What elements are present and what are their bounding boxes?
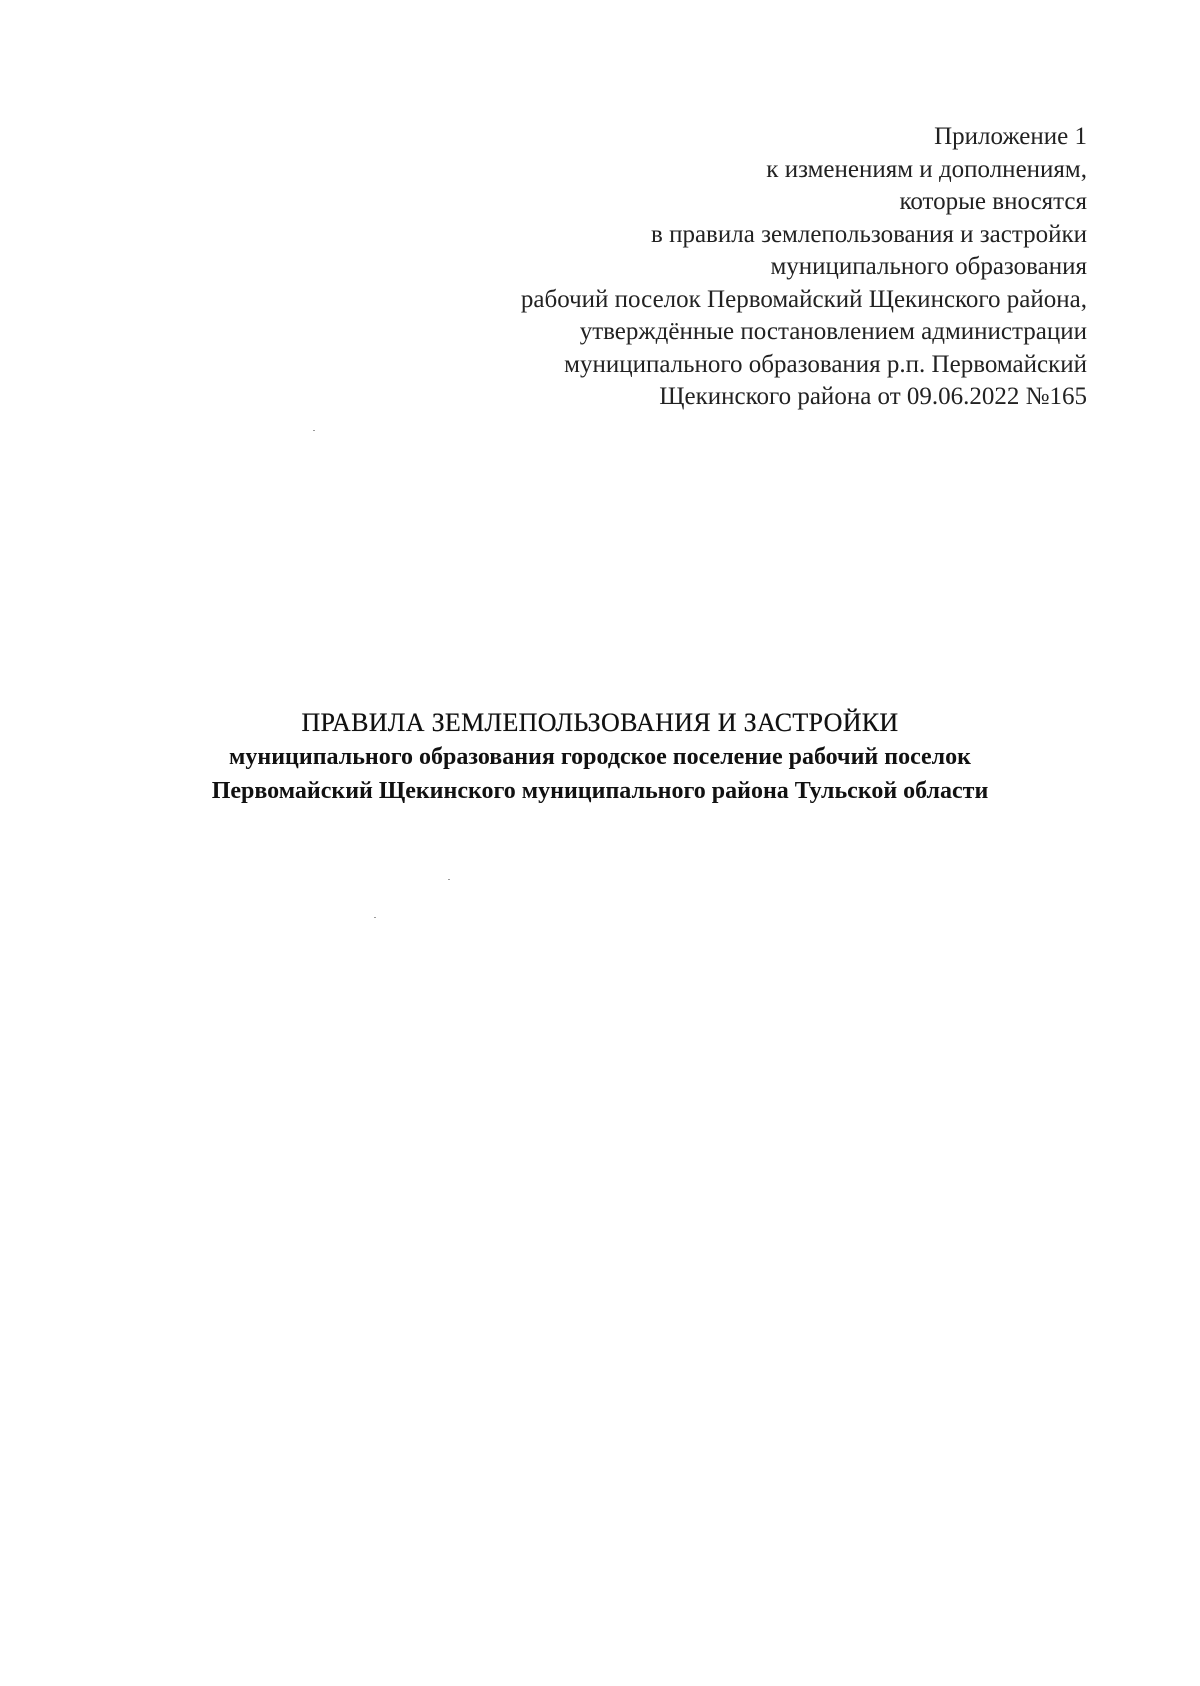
title-main: ПРАВИЛА ЗЕМЛЕПОЛЬЗОВАНИЯ И ЗАСТРОЙКИ [301,708,899,737]
appendix-line: Щекинского района от 09.06.2022 №165 [659,383,1087,410]
document-title [100,706,1100,808]
scan-speck [313,430,315,431]
appendix-line: которые вносятся [899,188,1087,215]
scan-speck [448,879,450,880]
appendix-line: в правила землепользования и застройки [651,220,1087,248]
appendix-header [387,121,1087,414]
scan-speck [374,917,376,918]
appendix-line: Приложение 1 [934,123,1087,150]
appendix-line: муниципального образования [770,253,1087,280]
appendix-line: утверждённые постановлением администрации [579,318,1087,345]
title-subtitle-line: муниципального образования городское поселение рабочий поселок [229,744,971,770]
appendix-line: к изменениям и дополнениям, [766,155,1087,183]
appendix-line: муниципального образования р.п. Первомайский [564,350,1087,378]
title-subtitle-line: Первомайский Щекинского муниципального района Тульской области [211,778,989,804]
appendix-line: рабочий поселок Первомайский Щекинского района, [520,285,1087,313]
